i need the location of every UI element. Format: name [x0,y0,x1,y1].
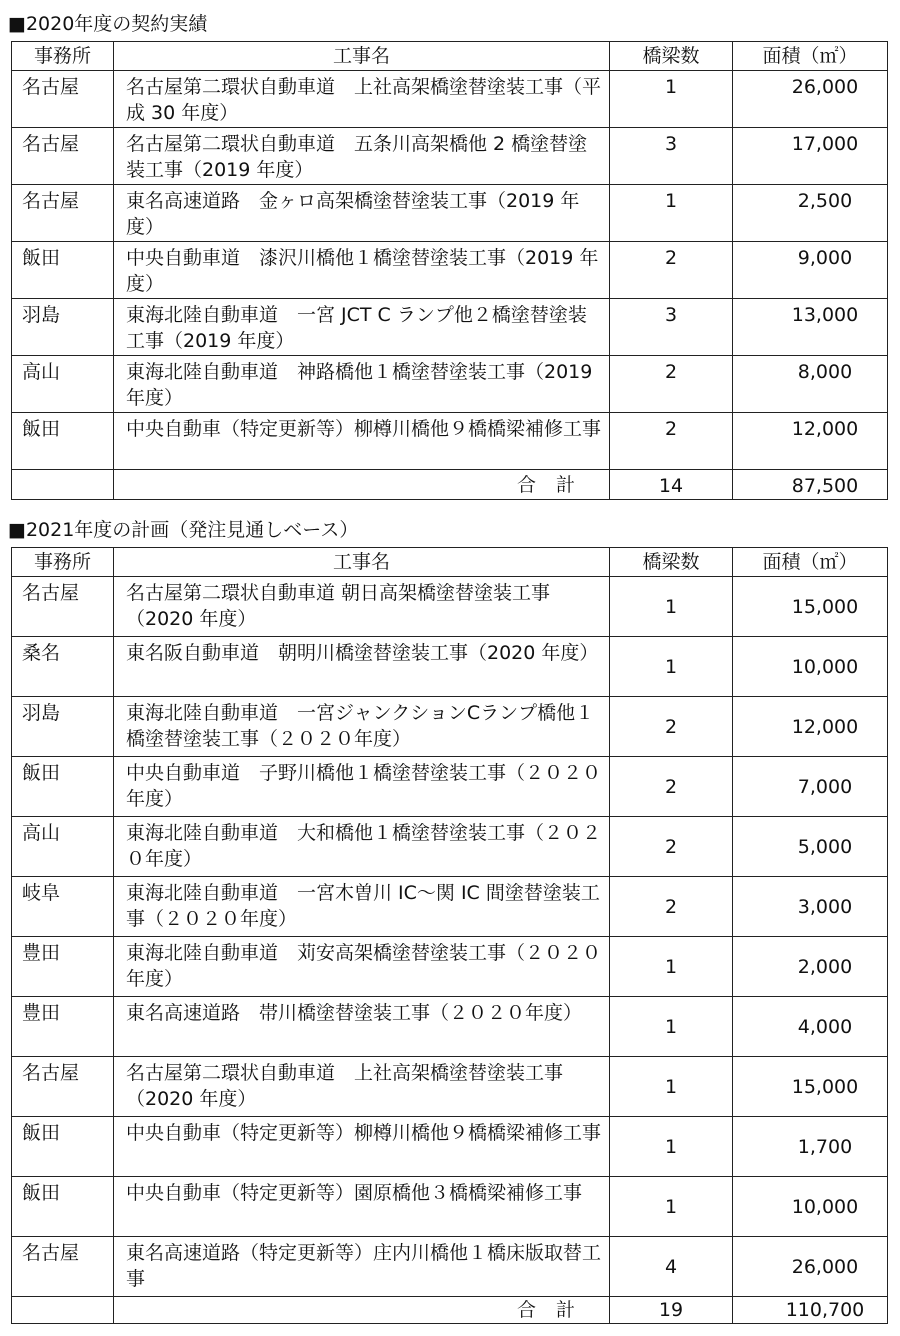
table-row [12,757,888,817]
project-name-cell: 中央自動車道 子野川橋他１橋塗替塗装工事（２０２０年度） [114,757,610,817]
area-cell: 13,000 [733,299,888,356]
area-cell: 7,000 [733,757,888,817]
office-cell: 飯田 [12,413,114,470]
table-row [12,817,888,877]
office-cell: 名古屋 [12,185,114,242]
bridge-count-cell: 1 [610,997,733,1057]
project-name-cell: 名古屋第二環状自動車道 朝日高架橋塗替塗装工事（2020 年度） [114,577,610,637]
bridge-count-cell: 1 [610,1057,733,1117]
bridge-count-cell: 2 [610,877,733,937]
project-name-cell: 中央自動車道 漆沢川橋他１橋塗替塗装工事（2019 年度） [114,242,610,299]
area-cell: 26,000 [733,71,888,128]
contract-results-table [11,41,888,500]
table-row [12,997,888,1057]
bridge-count-cell: 2 [610,817,733,877]
area-cell: 17,000 [733,128,888,185]
area-cell: 4,000 [733,997,888,1057]
project-name-cell: 東名高速道路（特定更新等）庄内川橋他１橋床版取替工事 [114,1237,610,1297]
bridge-count-cell: 1 [610,1177,733,1237]
table-row [12,242,888,299]
table-row [12,937,888,997]
office-cell: 名古屋 [12,1237,114,1297]
total-area: 87,500 [733,470,888,500]
office-cell: 飯田 [12,1117,114,1177]
project-name-cell: 名古屋第二環状自動車道 上社高架橋塗替塗装工事（平成 30 年度） [114,71,610,128]
bridge-count-cell: 2 [610,697,733,757]
area-cell: 8,000 [733,356,888,413]
office-cell: 名古屋 [12,577,114,637]
section-title-2021: ■2021年度の計画（発注見通しベース） [8,519,359,541]
office-cell: 飯田 [12,757,114,817]
total-bridges: 19 [610,1297,733,1324]
table-row [12,577,888,637]
table-row [12,697,888,757]
project-name-cell: 東海北陸自動車道 一宮木曽川 IC～関 IC 間塗替塗装工事（２０２０年度） [114,877,610,937]
office-cell: 岐阜 [12,877,114,937]
header-bridges: 橋梁数 [610,42,733,71]
area-cell: 5,000 [733,817,888,877]
project-name-cell: 東名高速道路 金ヶロ高架橋塗替塗装工事（2019 年度） [114,185,610,242]
table-row [12,299,888,356]
bridge-count-cell: 1 [610,577,733,637]
project-name-cell: 東海北陸自動車道 一宮 JCT C ランプ他２橋塗替塗装工事（2019 年度） [114,299,610,356]
office-cell: 桑名 [12,637,114,697]
section-title-2020: ■2020年度の契約実績 [8,13,208,35]
table-row [12,877,888,937]
bridge-count-cell: 1 [610,637,733,697]
header-office: 事務所 [12,548,114,577]
office-cell: 名古屋 [12,1057,114,1117]
area-cell: 9,000 [733,242,888,299]
total-area: 110,700 [733,1297,888,1324]
table-row [12,1117,888,1177]
table-row [12,185,888,242]
total-bridges: 14 [610,470,733,500]
bridge-count-cell: 2 [610,413,733,470]
project-name-cell: 東海北陸自動車道 一宮ジャンクションCランプ橋他１橋塗替塗装工事（２０２０年度） [114,697,610,757]
office-cell: 飯田 [12,1177,114,1237]
total-label-cell [114,470,610,500]
table-row [12,71,888,128]
total-label: 合計 [516,1299,595,1321]
table-row [12,1237,888,1297]
area-cell: 3,000 [733,877,888,937]
office-cell: 飯田 [12,242,114,299]
table-row [12,356,888,413]
bridge-count-cell: 3 [610,128,733,185]
total-row [12,1297,888,1324]
area-cell: 26,000 [733,1237,888,1297]
bridge-count-cell: 1 [610,71,733,128]
empty-cell [12,1297,114,1324]
area-cell: 12,000 [733,697,888,757]
header-name: 工事名 [114,548,610,577]
project-name-cell: 東名高速道路 帯川橋塗替塗装工事（２０２０年度） [114,997,610,1057]
area-cell: 10,000 [733,637,888,697]
table-row [12,637,888,697]
bridge-count-cell: 2 [610,356,733,413]
bridge-count-cell: 2 [610,757,733,817]
project-name-cell: 東海北陸自動車道 苅安高架橋塗替塗装工事（２０２０年度） [114,937,610,997]
bridge-count-cell: 1 [610,1117,733,1177]
area-cell: 15,000 [733,577,888,637]
area-cell: 15,000 [733,1057,888,1117]
area-cell: 1,700 [733,1117,888,1177]
office-cell: 羽島 [12,697,114,757]
plan-table [11,547,888,1324]
total-row [12,470,888,500]
office-cell: 羽島 [12,299,114,356]
project-name-cell: 名古屋第二環状自動車道 上社高架橋塗替塗装工事（2020 年度） [114,1057,610,1117]
project-name-cell: 東海北陸自動車道 大和橋他１橋塗替塗装工事（２０２０年度） [114,817,610,877]
empty-cell [12,470,114,500]
table-row [12,1177,888,1237]
header-office: 事務所 [12,42,114,71]
office-cell: 名古屋 [12,128,114,185]
area-cell: 10,000 [733,1177,888,1237]
area-cell: 2,500 [733,185,888,242]
office-cell: 豊田 [12,937,114,997]
header-name: 工事名 [114,42,610,71]
bridge-count-cell: 1 [610,937,733,997]
office-cell: 名古屋 [12,71,114,128]
area-cell: 12,000 [733,413,888,470]
office-cell: 豊田 [12,997,114,1057]
header-bridges: 橋梁数 [610,548,733,577]
header-area: 面積（㎡） [733,42,888,71]
bridge-count-cell: 3 [610,299,733,356]
total-label: 合計 [516,473,595,496]
area-cell: 2,000 [733,937,888,997]
table-row [12,1057,888,1117]
project-name-cell: 名古屋第二環状自動車道 五条川高架橋他 2 橋塗替塗装工事（2019 年度） [114,128,610,185]
total-label-cell [114,1297,610,1324]
project-name-cell: 中央自動車（特定更新等）柳樽川橋他９橋橋梁補修工事 [114,1117,610,1177]
project-name-cell: 中央自動車（特定更新等）園原橋他３橋橋梁補修工事 [114,1177,610,1237]
header-area: 面積（㎡） [733,548,888,577]
table-row [12,128,888,185]
project-name-cell: 東名阪自動車道 朝明川橋塗替塗装工事（2020 年度） [114,637,610,697]
office-cell: 高山 [12,817,114,877]
project-name-cell: 東海北陸自動車道 神路橋他１橋塗替塗装工事（2019 年度） [114,356,610,413]
bridge-count-cell: 4 [610,1237,733,1297]
table-row [12,413,888,470]
bridge-count-cell: 2 [610,242,733,299]
project-name-cell: 中央自動車（特定更新等）柳樽川橋他９橋橋梁補修工事 [114,413,610,470]
office-cell: 高山 [12,356,114,413]
bridge-count-cell: 1 [610,185,733,242]
